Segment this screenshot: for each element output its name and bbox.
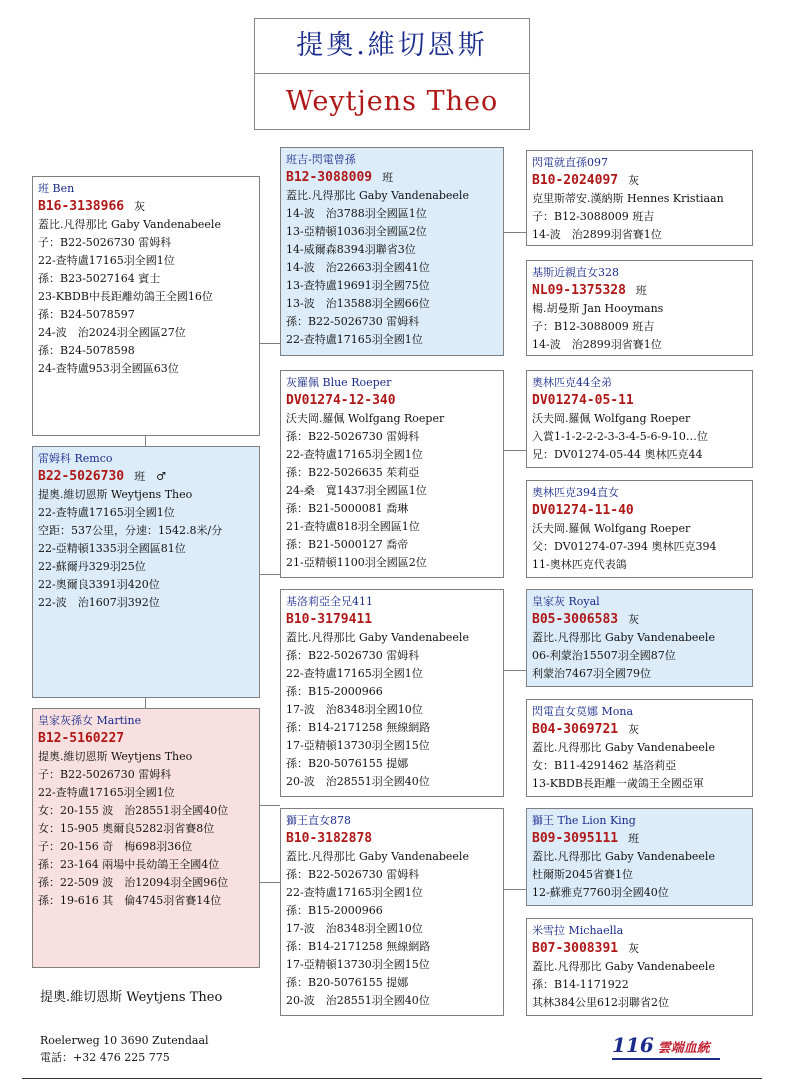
card-line: 蓋比.凡得那比 Gaby Vandenabeele — [286, 189, 469, 202]
owner-phone: 電話：+32 476 225 775 — [40, 1051, 170, 1064]
bird-name: 班吉-閃電曾孫 — [286, 153, 356, 166]
card-line: 17-波 治8348羽全國10位 — [286, 703, 423, 716]
ring-number: DV01274-05-11 — [532, 393, 634, 408]
card-line: 子：B22-5026730 雷姆科 — [38, 768, 172, 781]
pedigree-card-remco — [32, 446, 260, 698]
card-line: 孫：B22-5026635 茱莉亞 — [286, 466, 420, 479]
ring-number: NL09-1375328 班 — [532, 283, 647, 298]
card-line: 蓋比.凡得那比 Gaby Vandenabeele — [38, 218, 221, 231]
card-line: 蓋比.凡得那比 Gaby Vandenabeele — [532, 631, 715, 644]
ring-number: B05-3006583 灰 — [532, 612, 640, 627]
card-line: 子：B12-3088009 班吉 — [532, 320, 655, 333]
card-line: 17-亞精頓13730羽全國15位 — [286, 739, 430, 752]
card-line: 14-波 治3788羽全國區1位 — [286, 207, 427, 220]
bird-color: 灰 — [628, 174, 640, 187]
card-line: 蓋比.凡得那比 Gaby Vandenabeele — [532, 741, 715, 754]
ring-number: DV01274-11-40 — [532, 503, 634, 518]
card-line: 22-查特盧17165羽全國1位 — [38, 254, 175, 267]
bird-name: 獅王 The Lion King — [532, 814, 636, 827]
ring-number: B12-5160227 — [38, 731, 125, 746]
card-line: 12-蘇雅克7760羽全國40位 — [532, 886, 669, 899]
bird-color: 班 — [635, 284, 647, 297]
bird-name: 班 Ben — [38, 182, 75, 195]
card-line: 兄：DV01274-05-44 奧林匹克44 — [532, 448, 703, 461]
connector — [504, 889, 526, 890]
owner-contact — [40, 1032, 209, 1066]
connector — [504, 670, 526, 671]
connector — [260, 882, 280, 883]
pedigree-card-lion-daughter — [280, 808, 504, 1016]
card-line: 孫：22-509 波 治12094羽全國96位 — [38, 876, 229, 889]
owner-name: 提奧.維切恩斯 Weytjens Theo — [40, 990, 223, 1005]
card-line: 蓋比.凡得那比 Gaby Vandenabeele — [532, 850, 715, 863]
pedigree-card-royal — [526, 589, 753, 687]
bird-color: 灰 — [628, 613, 640, 626]
ring-number: B07-3008391 灰 — [532, 941, 640, 956]
bird-name: 基洛莉亞全兄411 — [286, 595, 373, 608]
card-line: 22-查特盧17165羽全國1位 — [286, 667, 423, 680]
card-line: 其林384公里612羽聯省2位 — [532, 996, 669, 1009]
bird-name: 灰羅佩 Blue Roeper — [286, 376, 392, 389]
card-line: 22-查特盧17165羽全國1位 — [38, 506, 175, 519]
card-line: 沃夫岡.羅佩 Wolfgang Roeper — [532, 522, 691, 535]
card-line: 06-利蒙治15507羽全國87位 — [532, 649, 676, 662]
card-line: 14-波 治22663羽全國41位 — [286, 261, 430, 274]
card-line: 13-KBDB長距離一歲鴿王全國亞軍 — [532, 777, 704, 790]
pedigree-card-ben — [32, 176, 260, 436]
bird-name: 米雪拉 Michaella — [532, 924, 624, 937]
card-line: 22-查特盧17165羽全國1位 — [286, 886, 423, 899]
ring-number: B10-3182878 — [286, 831, 373, 846]
card-line: 女：B11-4291462 基洛莉亞 — [532, 759, 677, 772]
bird-color: 班 ♂ — [134, 470, 166, 483]
pedigree-card-blue-roeper — [280, 370, 504, 578]
card-line: 楊.胡曼斯 Jan Hooymans — [532, 302, 664, 315]
card-line: 孫：B14-2171258 無線網路 — [286, 940, 431, 953]
page-title-english: Weytjens Theo — [285, 86, 499, 117]
pedigree-card-michaella — [526, 918, 753, 1016]
logo-text: 雲端血統 — [657, 1041, 710, 1056]
bird-name: 皇家灰孫女 Martine — [38, 714, 142, 727]
ring-number: B10-3179411 — [286, 612, 373, 627]
card-line: 22-查特盧17165羽全國1位 — [286, 448, 423, 461]
card-line: 孫：B22-5026730 雷姆科 — [286, 868, 420, 881]
ring-number: B16-3138966 灰 — [38, 199, 146, 214]
bird-name: 閃電就直孫097 — [532, 156, 608, 169]
pedigree-card-banji — [280, 147, 504, 356]
card-line: 子：B22-5026730 雷姆科 — [38, 236, 172, 249]
card-line: 女：15-905 奧爾良5282羽省賽8位 — [38, 822, 215, 835]
bird-name: 皇家灰 Royal — [532, 595, 600, 608]
card-line: 14-波 治2899羽省賽1位 — [532, 228, 662, 241]
footer-divider — [22, 1078, 762, 1079]
ring-number: DV01274-12-340 — [286, 393, 396, 408]
card-line: 孫：B15-2000966 — [286, 685, 383, 698]
pedigree-card-328 — [526, 260, 753, 356]
card-line: 13-查特盧19691羽全國75位 — [286, 279, 430, 292]
card-line: 子：B12-3088009 班吉 — [532, 210, 655, 223]
pedigree-card-mona — [526, 699, 753, 797]
bird-name: 雷姆科 Remco — [38, 452, 113, 465]
pedigree-card-gilia-brother — [280, 589, 504, 797]
card-line: 22-亞精頓1335羽全國區81位 — [38, 542, 186, 555]
card-line: 24-波 治2024羽全國區27位 — [38, 326, 186, 339]
card-line: 14-波 治2899羽省賽1位 — [532, 338, 662, 351]
ring-number: B10-2024097 灰 — [532, 173, 640, 188]
card-line: 孫：B15-2000966 — [286, 904, 383, 917]
title-box — [254, 18, 530, 130]
connector — [260, 574, 280, 575]
page-title-chinese: 提奧.維切恩斯 — [255, 19, 529, 74]
bird-color: 灰 — [134, 200, 146, 213]
card-line: 孫：B24-5078597 — [38, 308, 135, 321]
card-line: 22-波 治1607羽392位 — [38, 596, 160, 609]
card-line: 20-波 治28551羽全國40位 — [286, 775, 430, 788]
card-line: 孫：B22-5026730 雷姆科 — [286, 649, 420, 662]
card-line: 克里斯蒂安.漢納斯 Hennes Kristiaan — [532, 192, 724, 205]
bird-color: 灰 — [628, 723, 640, 736]
card-line: 20-波 治28551羽全國40位 — [286, 994, 430, 1007]
card-line: 蓋比.凡得那比 Gaby Vandenabeele — [532, 960, 715, 973]
card-line: 沃夫岡.羅佩 Wolfgang Roeper — [286, 412, 445, 425]
bird-name: 奧林匹克44全弟 — [532, 376, 612, 389]
connector — [145, 698, 146, 708]
card-line: 孫：B21-5000081 喬琳 — [286, 502, 409, 515]
bird-name: 基斯近親直女328 — [532, 266, 619, 279]
bird-color: 班 — [628, 832, 640, 845]
bird-color: 班 — [382, 171, 394, 184]
bird-name: 奧林匹克394直女 — [532, 486, 619, 499]
card-line: 孫：B20-5076155 提娜 — [286, 976, 409, 989]
card-line: 22-蘇爾丹329羽25位 — [38, 560, 146, 573]
ring-number: B04-3069721 灰 — [532, 722, 640, 737]
connector — [504, 232, 526, 233]
card-line: 11-奧林匹克代表鴿 — [532, 558, 627, 571]
card-line: 孫：B14-1171922 — [532, 978, 629, 991]
logo-underline — [612, 1058, 720, 1060]
card-line: 24-查特盧953羽全國區63位 — [38, 362, 179, 375]
card-line: 22-奧爾良3391羽420位 — [38, 578, 160, 591]
pedigree-card-097 — [526, 150, 753, 246]
card-line: 23-KBDB中長距離幼鴿王全國16位 — [38, 290, 213, 303]
ring-number: B09-3095111 班 — [532, 831, 640, 846]
card-line: 孫：23-164 兩場中長幼鴿王全國4位 — [38, 858, 220, 871]
connector — [260, 805, 280, 806]
card-line: 13-波 治13588羽全國66位 — [286, 297, 430, 310]
card-line: 杜爾斯2045省賽1位 — [532, 868, 633, 881]
connector — [260, 343, 280, 344]
card-line: 14-威爾森8394羽聯省3位 — [286, 243, 416, 256]
pedigree-card-lion-king — [526, 808, 753, 906]
card-line: 蓋比.凡得那比 Gaby Vandenabeele — [286, 850, 469, 863]
brand-logo — [612, 1033, 710, 1057]
card-line: 孫：B20-5076155 提娜 — [286, 757, 409, 770]
card-line: 22-查特盧17165羽全國1位 — [38, 786, 175, 799]
card-line: 蓋比.凡得那比 Gaby Vandenabeele — [286, 631, 469, 644]
bird-color: 灰 — [628, 942, 640, 955]
card-line: 沃夫岡.羅佩 Wolfgang Roeper — [532, 412, 691, 425]
card-line: 17-亞精頓13730羽全國15位 — [286, 958, 430, 971]
card-line: 21-亞精頓1100羽全國區2位 — [286, 556, 427, 569]
card-line: 子：20-156 奇 梅698羽36位 — [38, 840, 193, 853]
card-line: 13-亞精頓1036羽全國區2位 — [286, 225, 427, 238]
bird-name: 閃電直女莫娜 Mona — [532, 705, 634, 718]
ring-number: B12-3088009 班 — [286, 170, 394, 185]
card-line: 22-查特盧17165羽全國1位 — [286, 333, 423, 346]
card-line: 21-查特盧818羽全國區1位 — [286, 520, 420, 533]
card-line: 孫：B14-2171258 無線網路 — [286, 721, 431, 734]
card-line: 提奧.維切恩斯 Weytjens Theo — [38, 750, 193, 763]
ring-number: B22-5026730 班 ♂ — [38, 469, 166, 484]
connector — [145, 436, 146, 446]
connector — [504, 450, 526, 451]
card-line: 孫：B22-5026730 雷姆科 — [286, 430, 420, 443]
card-line: 孫：19-616 其 倫4745羽省賽14位 — [38, 894, 222, 907]
card-line: 孫：B24-5078598 — [38, 344, 135, 357]
pedigree-card-olympic394 — [526, 480, 753, 578]
card-line: 孫：B22-5026730 雷姆科 — [286, 315, 420, 328]
bird-name: 獅王直女878 — [286, 814, 351, 827]
pedigree-card-olympic44 — [526, 370, 753, 468]
pedigree-card-martine — [32, 708, 260, 968]
card-line: 17-波 治8348羽全國10位 — [286, 922, 423, 935]
card-line: 提奧.維切恩斯 Weytjens Theo — [38, 488, 193, 501]
card-line: 父：DV01274-07-394 奧林匹克394 — [532, 540, 717, 553]
logo-number: 116 — [612, 1033, 654, 1057]
card-line: 利蒙治7467羽全國79位 — [532, 667, 651, 680]
card-line: 空距：537公里，分速：1542.8米/分 — [38, 524, 223, 537]
card-line: 孫：B23-5027164 賓士 — [38, 272, 161, 285]
card-line: 孫：B21-5000127 喬帝 — [286, 538, 409, 551]
card-line: 入賞1-1-2-2-2-3-3-4-5-6-9-10…位 — [532, 430, 708, 443]
card-line: 24-桑 寬1437羽全國區1位 — [286, 484, 427, 497]
card-line: 女：20-155 波 治28551羽全國40位 — [38, 804, 229, 817]
owner-address: Roelerweg 10 3690 Zutendaal — [40, 1034, 209, 1047]
